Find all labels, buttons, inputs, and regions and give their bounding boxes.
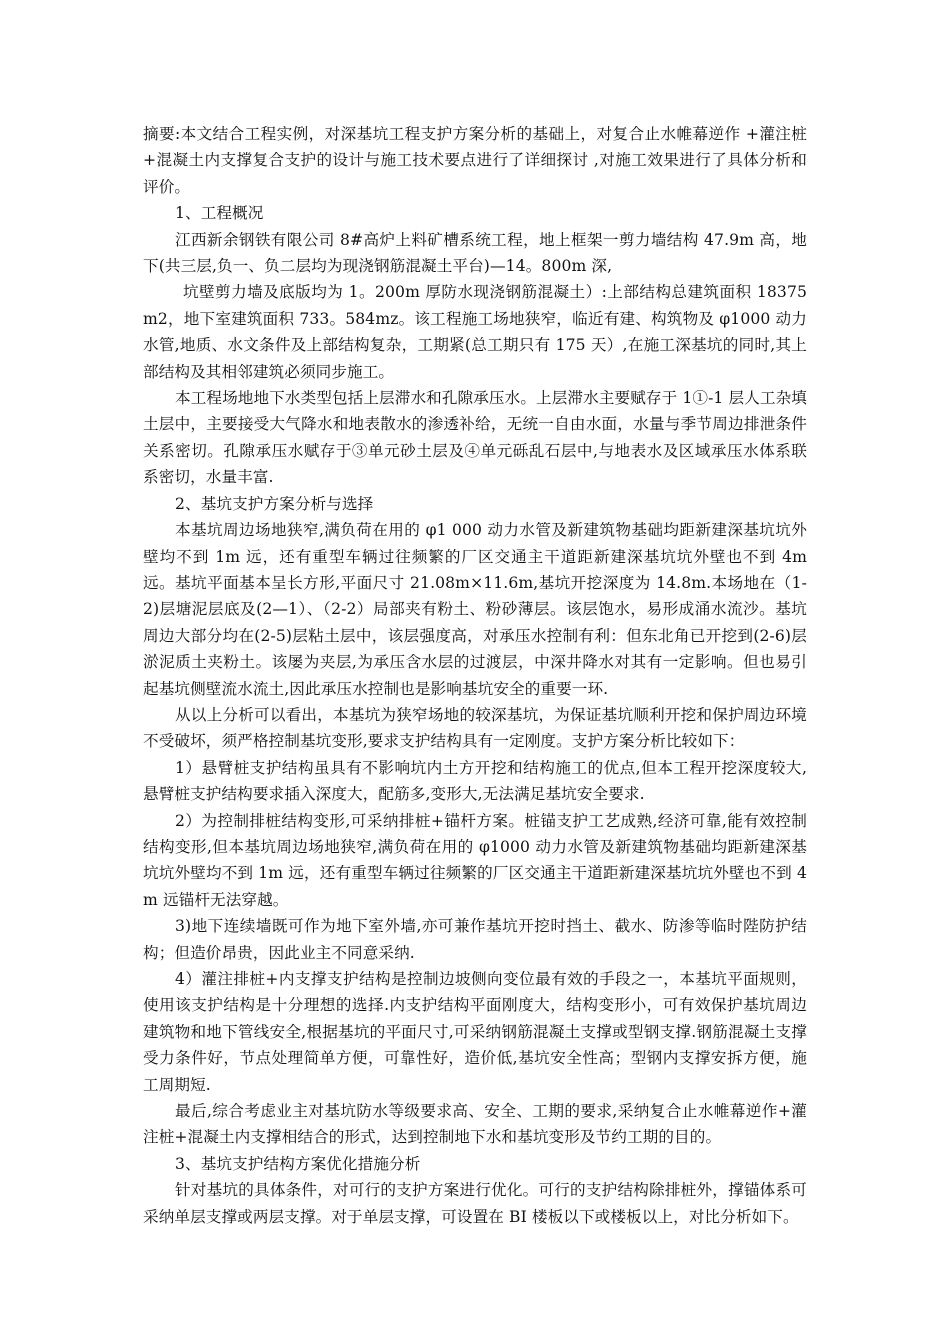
abstract-paragraph: 摘要:本文结合工程实例，对深基坑工程支护方案分析的基础上，对复合止水帷幕逆作 +灌注桩+混凝土内支撑复合支护的设计与施工技术要点进行了详细探讨 ,对施工效果进行了具体分析和评价。 [143, 125, 807, 196]
section-heading-overview: 1、工程概况 [175, 204, 264, 223]
paragraph-project-intro: 江西新余钢铁有限公司 8#高炉上料矿槽系统工程，地上框架一剪力墙结构 47.9m 高，地下(共三层,负一、负二层均为现浇钢筋混凝土平台)—14。800m 深, [143, 230, 807, 276]
document-body [143, 121, 807, 1230]
paragraph-conclusion: 最后,综合考虑业主对基坑防水等级要求高、安全、工期的要求,采纳复合止水帷幕逆作+灌注桩+混凝土内支撑相结合的形式，达到控制地下水和基坑变形及节约工期的目的。 [143, 1102, 807, 1147]
paragraph-structure-area: 坑壁剪力墙及底版均为 1。200m 厚防水现浇钢筋混凝土）:上部结构总建筑面积 18375m2，地下室建筑面积 733。584mz。该工程施工场地狭窄，临近有建、构筑物及 φ1000 动力水管,地质、水文条件及上部结构复杂，工期紧(总工期只有 175 天）,在施工深基坑的同时,其上部结构及其相邻建筑必须同步施工。 [143, 283, 807, 381]
list-item-cantilever: 1）悬臂桩支护结构虽具有不影响坑内土方开挖和结构施工的优点,但本工程开挖深度较大,悬臂桩支护结构要求插入深度大，配筋多,变形大,无法满足基坑安全要求. [143, 758, 807, 804]
paragraph-groundwater: 本工程场地地下水类型包括上层滞水和孔隙承压水。上层滞水主要赋存于 1①-1 层人工杂填土层中，主要接受大气降水和地表散水的渗透补给，无统一自由水面，水量与季节周边排泄条件关系密切。孔隙承压水赋存于③单元砂土层及④单元砾乱石层中,与地表水及区域承压水体系联系密切，水量丰富. [143, 389, 807, 487]
paragraph-analysis-summary: 从以上分析可以看出，本基坑为狭窄场地的较深基坑，为保证基坑顺利开挖和保护周边环境不受破坏，须严格控制基坑变形,要求支护结构具有一定刚度。支护方案分析比较如下： [143, 705, 807, 751]
paragraph-optimization: 针对基坑的具体条件，对可行的支护方案进行优化。可行的支护结构除排桩外，撑锚体系可采纳单层支撑或两层支撑。对于单层支撑，可设置在 BI 楼板以下或楼板以上，对比分析如下。 [143, 1181, 807, 1226]
paragraph-site-conditions: 本基坑周边场地狭窄,满负荷在用的 φ1 000 动力水管及新建筑物基础均距新建深基坑坑外壁均不到 1m 远，还有重型车辆过往频繁的厂区交通主干道距新建深基坑坑外壁也不到 4m 远。基坑平面基本呈长方形,平面尺寸 21.08m×11.6m,基坑开挖深度为 14.8m.本场地在（1-2)层塘泥层底及(2—1）、（2-2）局部夹有粉土、粉砂薄层。该层饱水，易形成涌水流沙。基坑周边大部分均在(2-5)层粘土层中，该层强度高，对承压水控制有利：但东北角已开挖到(2-6)层淤泥质土夹粉土。该屡为夹层,为承压含水层的过渡层，中深井降水对其有一定影响。但也易引起基坑侧壁流水流土,因此承压水控制也是影响基坑安全的重要一环. [143, 521, 807, 698]
section-heading-support-analysis: 2、基坑支护方案分析与选择 [175, 494, 374, 513]
section-heading-optimization: 3、基坑支护结构方案优化措施分析 [175, 1154, 421, 1173]
list-item-diaphragm-wall: 3)地下连续墙既可作为地下室外墙,亦可兼作基坑开挖时挡土、截水、防渗等临时陛防护结构；但造价昂贵，因此业主不同意采纳. [143, 917, 807, 962]
list-item-pile-anchor: 2）为控制排桩结构变形,可采纳排桩+锚杆方案。桩锚支护工艺成熟,经济可靠,能有效控制结构变形,但本基坑周边场地狭窄,满负荷在用的 φ1000 动力水管及新建筑物基础均距新建深基坑坑外壁均不到 1m 远，还有重型车辆过往频繁的厂区交通主干道距新建深基坑坑外壁也不到 4m 远锚杆无法穿越。 [143, 811, 807, 909]
list-item-internal-bracing: 4）灌注排桩+内支撑支护结构是控制边坡侧向变位最有效的手段之一，本基坑平面规则，使用该支护结构是十分理想的选择.内支护结构平面刚度大，结构变形小，可有效保护基坑周边建筑物和地下管线安全,根据基坑的平面尺寸,可采纳钢筋混凝土支撑或型钢支撑.钢筋混凝土支撑受力条件好，节点处理简单方便，可靠性好，造价低,基坑安全性高；型钢内支撑安拆方便，施工周期短. [143, 970, 807, 1094]
